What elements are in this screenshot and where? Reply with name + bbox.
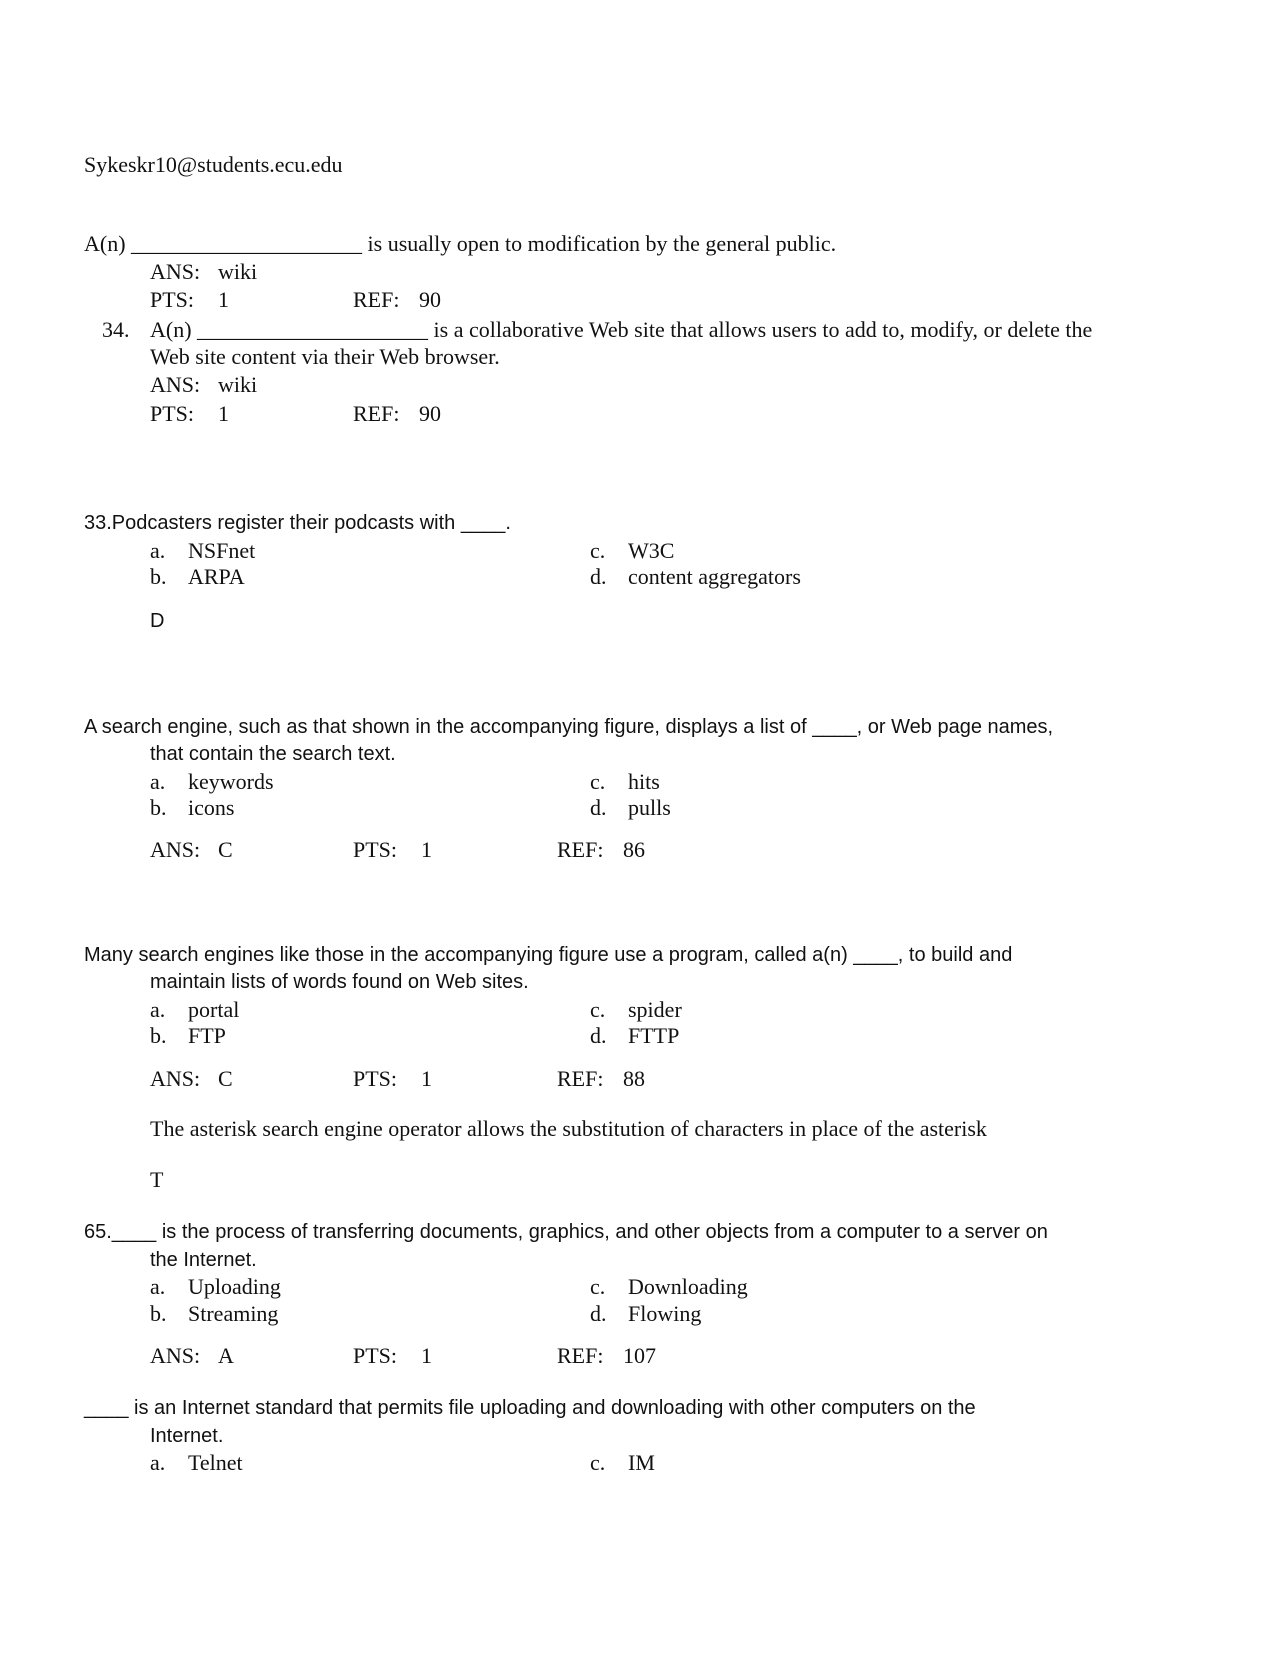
points-line: PTS: 1	[353, 1066, 432, 1091]
option-a: a. Telnet	[150, 1450, 243, 1475]
question-text-line2: Web site content via their Web browser.	[150, 344, 500, 369]
question-text-line2: maintain lists of words found on Web sites.	[150, 971, 529, 993]
answer-line: ANS: C	[150, 1066, 233, 1091]
option-d: d. FTTP	[590, 1023, 680, 1048]
question-text-line2: that contain the search text.	[150, 743, 396, 765]
question-text-line2: Internet.	[150, 1425, 224, 1447]
question-text-line1: 65.____ is the process of transferring documents, graphics, and other objects from a computer to a server on	[84, 1221, 1048, 1243]
reference-line: REF: 88	[557, 1066, 645, 1091]
option-c: c. W3C	[590, 538, 675, 563]
option-a: a. Uploading	[150, 1274, 281, 1299]
option-c: c. spider	[590, 997, 682, 1022]
answer-line: ANS: A	[150, 1343, 234, 1368]
question-text: 33.Podcasters register their podcasts with ____.	[84, 512, 511, 534]
option-c: c. hits	[590, 769, 660, 794]
reference-line: REF: 90	[353, 287, 441, 312]
points-line: PTS: 1	[150, 401, 229, 426]
points-line: PTS: 1	[353, 837, 432, 862]
question-text: A(n) _____________________ is usually open to modification by the general public.	[84, 231, 837, 256]
question-text-line1: Many search engines like those in the accompanying figure use a program, called a(n) ____, to build and	[84, 944, 1013, 966]
reference-line: REF: 107	[557, 1343, 656, 1368]
question-text-line1: A search engine, such as that shown in the accompanying figure, displays a list of ____, or Web page names,	[84, 716, 1054, 738]
answer-letter: D	[150, 610, 165, 632]
option-d: d. Flowing	[590, 1301, 702, 1326]
answer-letter: T	[150, 1167, 164, 1192]
option-c: c. Downloading	[590, 1274, 748, 1299]
reference-line: REF: 86	[557, 837, 645, 862]
option-a: a. keywords	[150, 769, 274, 794]
answer-line: ANS: wiki	[150, 372, 258, 397]
option-a: a. portal	[150, 997, 240, 1022]
question-text-line2: the Internet.	[150, 1249, 257, 1271]
answer-line: ANS: C	[150, 837, 233, 862]
option-b: b. Streaming	[150, 1301, 279, 1326]
student-email: Sykeskr10@students.ecu.edu	[84, 152, 343, 177]
option-d: d. pulls	[590, 795, 671, 820]
option-d: d. content aggregators	[590, 564, 801, 589]
question-text-line1: A(n) _____________________ is a collaborative Web site that allows users to add to, modify, or delete the	[150, 317, 1093, 342]
points-line: PTS: 1	[150, 287, 229, 312]
option-a: a. NSFnet	[150, 538, 256, 563]
answer-line: ANS: wiki	[150, 259, 258, 284]
option-c: c. IM	[590, 1450, 655, 1475]
points-line: PTS: 1	[353, 1343, 432, 1368]
question-number: 34.	[102, 317, 130, 342]
reference-line: REF: 90	[353, 401, 441, 426]
question-text: The asterisk search engine operator allows the substitution of characters in place of the asterisk	[150, 1116, 987, 1141]
option-b: b. FTP	[150, 1023, 226, 1048]
option-b: b. ARPA	[150, 564, 245, 589]
option-b: b. icons	[150, 795, 235, 820]
question-text-line1: ____ is an Internet standard that permits file uploading and downloading with other computers on the	[84, 1397, 976, 1419]
